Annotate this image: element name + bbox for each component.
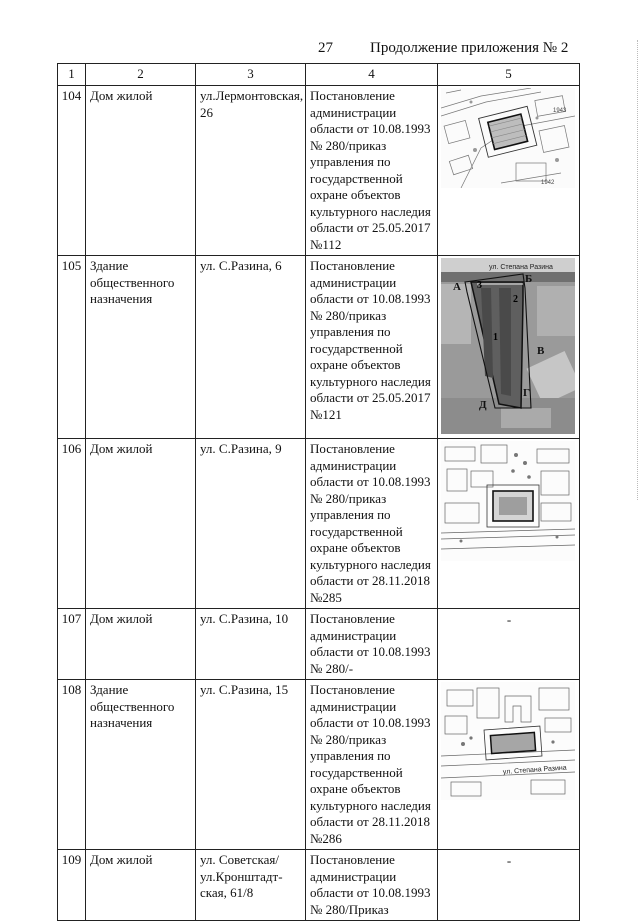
map-label: В (537, 345, 545, 357)
street-label: ул. Степана Разина (502, 764, 567, 776)
row-number: 109 (58, 850, 86, 921)
map-label: Б (525, 273, 533, 285)
site-plan-cell (438, 256, 580, 439)
column-number: 3 (196, 64, 306, 86)
scan-edge-mark (631, 40, 638, 500)
object-name: Дом жилой (86, 86, 196, 256)
column-number: 5 (438, 64, 580, 86)
object-address: ул. Советская/ ул.Кронштадт-ская, 61/8 (196, 850, 306, 921)
object-address: ул. С.Разина, 10 (196, 609, 306, 680)
column-number: 4 (306, 64, 438, 86)
site-plan-map (441, 441, 575, 561)
object-name: Дом жилой (86, 439, 196, 609)
table-row (58, 850, 580, 921)
table-row (58, 86, 580, 256)
legal-document: Постановление администрации области от 10.08.1993 № 280/приказ управления по государственной охране объектов культурного наследия области от 28.11.2018 №285 (306, 439, 438, 609)
legal-document: Постановление администрации области от 10.08.1993 № 280/приказ управления по государственной охране объектов культурного наследия области от 25.05.2017 №121 (306, 256, 438, 439)
legal-document: Постановление администрации области от 10.08.1993 № 280/- (306, 609, 438, 680)
object-address: ул.Лермонтовская, 26 (196, 86, 306, 256)
object-address: ул. С.Разина, 15 (196, 680, 306, 850)
object-name: Дом жилой (86, 609, 196, 680)
map-label: 1 (493, 332, 498, 343)
legal-document: Постановление администрации области от 10.08.1993 № 280/приказ управления по государственной охране объектов культурного наследия области от 25.05.2017 №112 (306, 86, 438, 256)
site-plan-map (441, 682, 575, 800)
row-number: 106 (58, 439, 86, 609)
row-number: 108 (58, 680, 86, 850)
map-label: 1943 (553, 108, 567, 114)
site-plan-cell (438, 609, 580, 680)
site-plan-cell (438, 439, 580, 609)
site-plan-cell (438, 680, 580, 850)
map-label: 3 (477, 280, 482, 291)
monuments-table (57, 63, 580, 921)
map-label: А (453, 281, 461, 293)
street-label: ул. Степана Разина (489, 264, 553, 271)
map-label: 2 (513, 294, 518, 305)
row-number: 104 (58, 86, 86, 256)
column-number-row (58, 64, 580, 86)
object-address: ул. С.Разина, 6 (196, 256, 306, 439)
table-row (58, 680, 580, 850)
no-scheme-dash: - (506, 853, 512, 868)
table-row (58, 439, 580, 609)
map-label: 1942 (541, 180, 555, 186)
continuation-title: Продолжение приложения № 2 (370, 40, 569, 56)
object-name: Здание общественного назначения (86, 680, 196, 850)
column-number: 2 (86, 64, 196, 86)
site-plan-cell (438, 850, 580, 921)
legal-document: Постановление администрации области от 10.08.1993 № 280/Приказ (306, 850, 438, 921)
site-plan-cell (438, 86, 580, 256)
table-row (58, 256, 580, 439)
site-plan-map (441, 88, 575, 188)
map-label: Г (523, 387, 530, 399)
legal-document: Постановление администрации области от 10.08.1993 № 280/приказ управления по государственной охране объектов культурного наследия области от 28.11.2018 №286 (306, 680, 438, 850)
object-address: ул. С.Разина, 9 (196, 439, 306, 609)
column-number: 1 (58, 64, 86, 86)
page-number: 27 (318, 40, 333, 56)
row-number: 105 (58, 256, 86, 439)
object-name: Дом жилой (86, 850, 196, 921)
row-number: 107 (58, 609, 86, 680)
table-row (58, 609, 580, 680)
site-plan-map (441, 258, 575, 434)
map-label: Д (479, 399, 487, 411)
no-scheme-dash: - (506, 612, 512, 627)
object-name: Здание общественного назначения (86, 256, 196, 439)
